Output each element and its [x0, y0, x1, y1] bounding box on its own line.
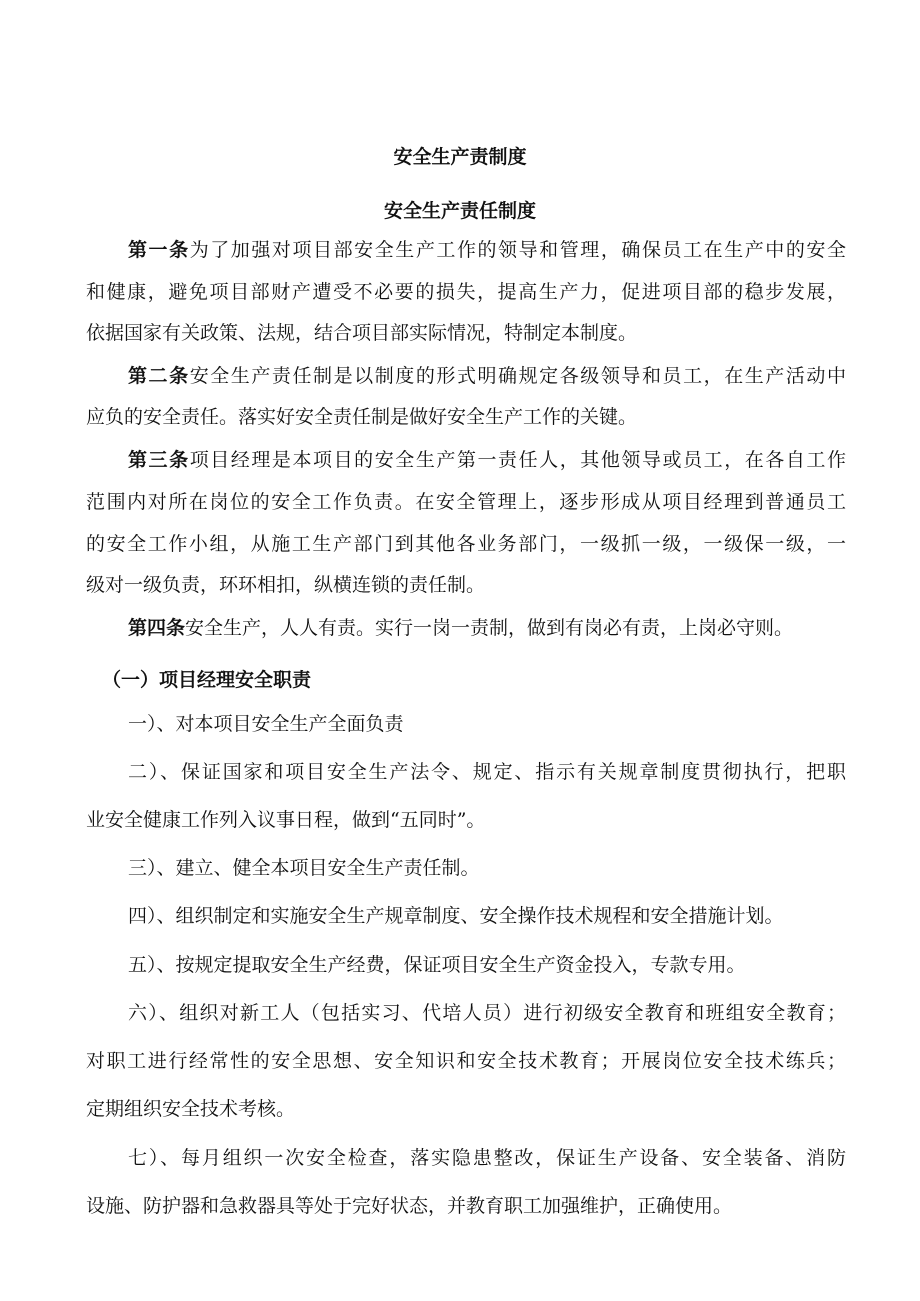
duty-item-2-line-2: 业安全健康工作列入议事日程，做到“五同时”。 [86, 809, 486, 831]
article-3-text-1: 项目经理是本项目的安全生产第一责任人，其他领导或员工，在各自工作 [189, 449, 846, 471]
article-2-label: 第二条 [128, 365, 190, 387]
article-3-line-2: 范围内对所在岗位的安全工作负责。在安全管理上，逐步形成从项目经理到普通员工 [86, 491, 846, 513]
duty-item-3: 三）、建立、健全本项目安全生产责任制。 [128, 857, 480, 879]
article-3-line-1 [128, 448, 846, 472]
article-1-line-1 [128, 238, 846, 262]
article-3-label: 第三条 [128, 449, 190, 471]
duty-item-1: 一）、对本项目安全生产全面负责 [128, 713, 404, 735]
article-2-text-1: 安全生产责任制是以制度的形式明确规定各级领导和员工，在生产活动中 [189, 365, 846, 387]
duty-item-6-line-2: 对职工进行经常性的安全思想、安全知识和安全技术教育；开展岗位安全技术练兵； [86, 1050, 846, 1072]
duty-item-7-line-2: 设施、防护器和急救器具等处于完好状态，并教育职工加强维护，正确使用。 [86, 1195, 733, 1217]
duty-item-7-line-1: 七）、每月组织一次安全检查，落实隐患整改，保证生产设备、安全装备、消防 [128, 1147, 846, 1169]
duty-item-4: 四）、组织制定和实施安全生产规章制度、安全操作技术规程和安全措施计划。 [128, 905, 784, 927]
article-4-text-1: 安全生产，人人有责。实行一岗一责制，做到有岗必有责，上岗必守则。 [185, 617, 794, 639]
duty-item-6-line-3: 定期组织安全技术考核。 [86, 1098, 296, 1120]
section-heading: （一）项目经理安全职责 [102, 669, 312, 691]
duty-item-6-line-1: 六）、组织对新工人（包括实习、代培人员）进行初级安全教育和班组安全教育； [128, 1002, 846, 1024]
article-2-line-2: 应负的安全责任。落实好安全责任制是做好安全生产工作的关键。 [86, 406, 638, 428]
document-subtitle: 安全生产责任制度 [383, 200, 536, 222]
duty-item-2-line-1: 二）、保证国家和项目安全生产法令、规定、指示有关规章制度贯彻执行，把职 [128, 761, 846, 783]
document-title: 安全生产责制度 [393, 146, 527, 168]
article-2-line-1 [128, 364, 846, 388]
article-1-label: 第一条 [128, 239, 190, 261]
article-3-line-4: 级对一级负责，环环相扣，纵横连锁的责任制。 [86, 574, 486, 596]
article-3-line-3: 的安全工作小组，从施工生产部门到其他各业务部门，一级抓一级，一级保一级，一 [86, 533, 846, 555]
article-1-text-1: 为了加强对项目部安全生产工作的领导和管理，确保员工在生产中的安全 [189, 239, 846, 261]
article-1-line-3: 依据国家有关政策、法规，结合项目部实际情况，特制定本制度。 [86, 322, 638, 344]
article-4-line-1 [128, 616, 846, 640]
duty-item-5: 五）、按规定提取安全生产经费，保证项目安全生产资金投入，专款专用。 [128, 954, 746, 976]
article-4-label: 第四条 [128, 617, 186, 639]
article-1-line-2: 和健康，避免项目部财产遭受不必要的损失，提高生产力，促进项目部的稳步发展， [86, 281, 846, 303]
